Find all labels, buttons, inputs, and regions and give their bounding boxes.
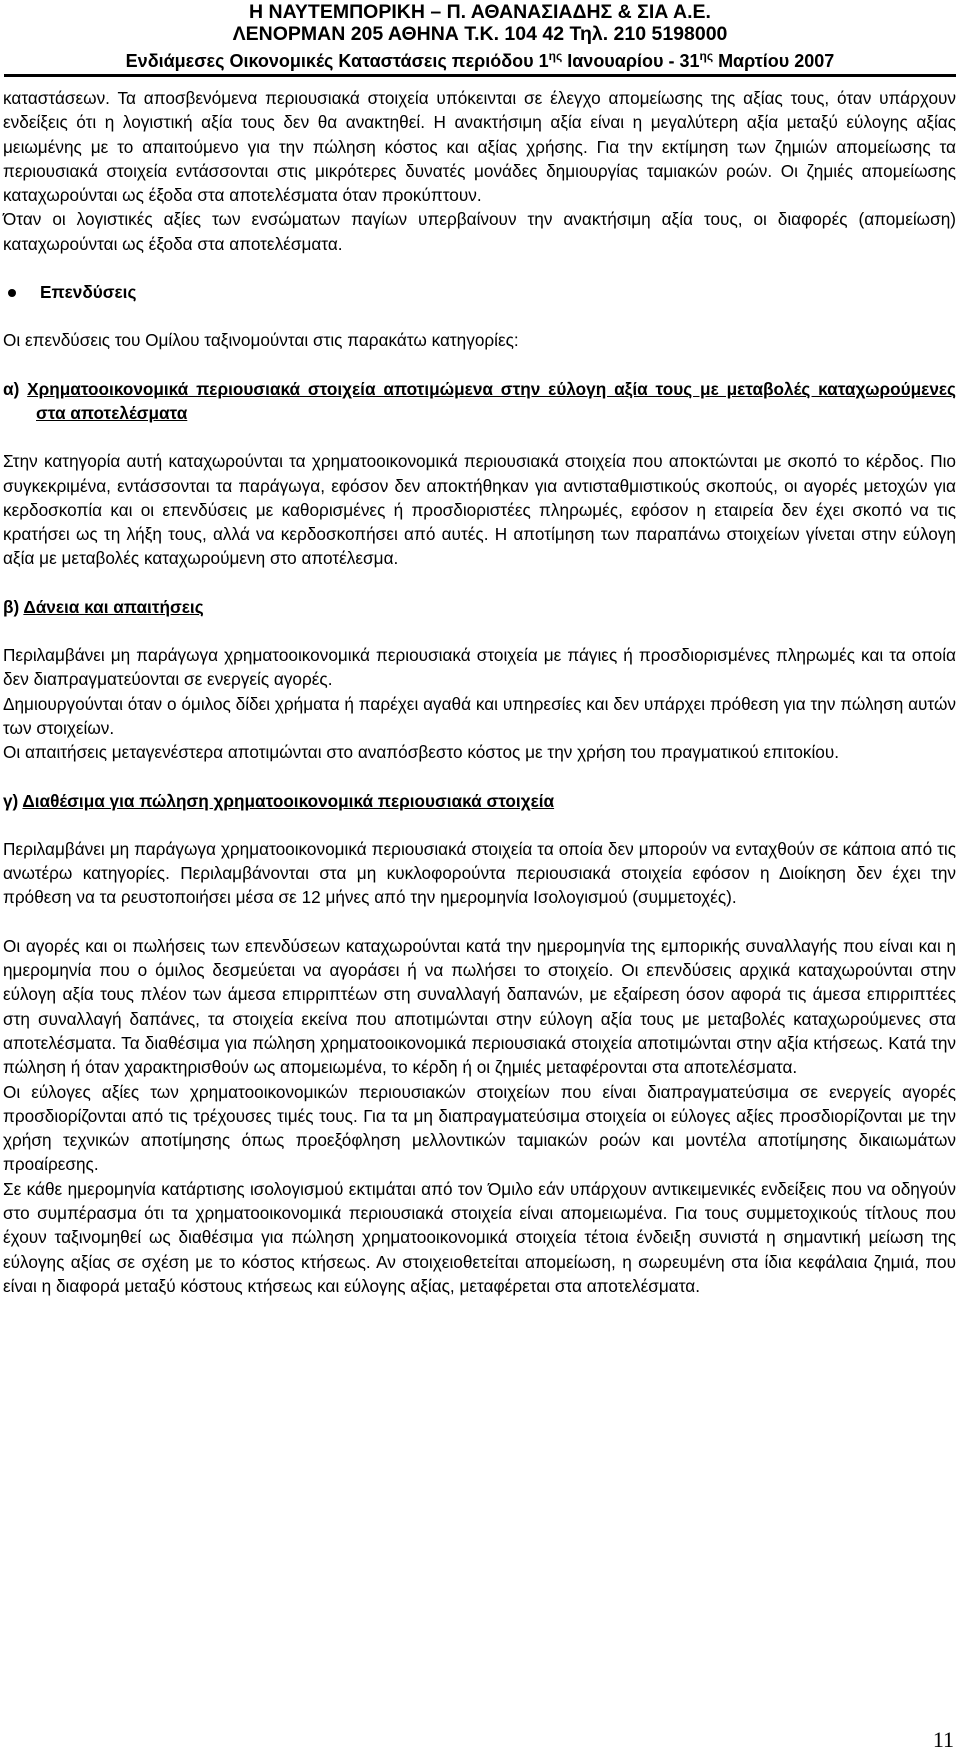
header-period: Ενδιάμεσες Οικονομικές Καταστάσεις περιόδου $1^{\eta\varsigma}$ Ιανουαρίου - $31^{\eta\varsigma}$ Μαρτίου 2007: [125, 49, 835, 71]
section-heading-investments: Επενδύσεις: [3, 280, 956, 304]
subsection-b-paragraph-2: Δημιουργούνται όταν ο όμιλος δίδει χρήματα ή παρέχει αγαθά και υπηρεσίες και δεν υπάρχει πρόθεση για την πώληση αυτών των στοιχείων.: [3, 693, 956, 738]
header-divider: [4, 74, 956, 77]
subsection-c-title: γ) Διαθέσιμα για πώληση χρηματοοικονομικά περιουσιακά στοιχεία: [3, 790, 555, 811]
subsection-c-paragraph-1: Περιλαμβάνει μη παράγωγα χρηματοοικονομικά περιουσιακά στοιχεία τα οποία δεν μπορούν να ενταχθούν σε κάποια από τις ανωτέρω κατηγορίες. Περιλαμβάνονται στα μη κυκλοφορούντα περιουσιακά στοιχεία εφόσον η Διοίκηση δεν έχει την πρόθεση να τα ρευστοποιήσει μέσα σε 12 μήνες από την ημερομηνία Ισολογισμού (συμμετοχές).: [3, 838, 956, 908]
subsection-c-paragraph-3: Οι εύλογες αξίες των χρηματοοικονομικών περιουσιακών στοιχείων που είναι διαπραγματεύσιμα σε ενεργείς αγορές προσδιορίζονται από τις τρέχουσες τιμές τους. Για τα μη διαπραγματεύσιμα στοιχεία οι εύλογες αξίες προσδιορίζονται με την χρήση τεχνικών αποτίμησης όπως προεξόφληση μελλοντικών ταμιακών ροών και μοντέλα αποτίμησης δικαιωμάτων προαίρεσης.: [3, 1081, 956, 1175]
subsection-c-paragraph-4: Σε κάθε ημερομηνία κατάρτισης ισολογισμού εκτιμάται από τον Όμιλο εάν υπάρχουν αντικειμενικές ενδείξεις που να οδηγούν στο συμπέρασμα ότι τα χρηματοοικονομικά περιουσιακά στοιχεία είναι απομειωμένα. Για τους συμμετοχικούς τίτλους που έχουν ταξινομηθεί ως διαθέσιμα για πώληση χρηματοοικονομικά στοιχεία τέτοια ένδειξη συνιστά η σημαντική μείωση της εύλογης αξίας σε σχέση με το κόστος κτήσεως. Αν στοιχειοθετείται απομείωση, η σωρευμένη στα ίδια κεφάλαια ζημιά, που είναι η διαφορά μεταξύ κόστους κτήσεως και εύλογης αξίας, μεταφέρεται στα αποτελέσματα.: [3, 1178, 956, 1296]
subsection-c-paragraph-2: Οι αγορές και οι πωλήσεις των επενδύσεων καταχωρούνται κατά την ημερομηνία της εμπορικής συναλλαγής που είναι και η ημερομηνία που ο όμιλος δεσμεύεται να αγοράσει ή να πωλήσει το στοιχείο. Οι επενδύσεις αρχικά καταχωρούνται στην εύλογη αξία τους πλέον των άμεσα επιρριπτέων στη συναλλαγή δαπανών, με εξαίρεση όσον αφορά τις άμεσα επιρριπτέες στη συναλλαγή δαπάνες, τα στοιχεία εκείνα που αποτιμώνται στην εύλογη αξία τους με μεταβολές καταχωρούμενες στα αποτελέσματα. Τα διαθέσιμα για πώληση χρηματοοικονομικά περιουσιακά στοιχεία αποτιμώνται στην αξία κτήσεως. Κατά την πώληση ή όταν χαρακτηρισθούν ως απομειωμένα, το κέρδη ή οι ζημιές μεταφέρονται στα αποτελέσματα.: [3, 935, 956, 1078]
header-company: Η ΝΑΥΤΕΜΠΟΡΙΚΗ – Π. ΑΘΑΝΑΣΙΑΔΗΣ & ΣΙΑ Α.Ε.: [249, 1, 711, 23]
intro-paragraph-2: Όταν οι λογιστικές αξίες των ενσώματων παγίων υπερβαίνουν την ανακτήσιμη αξία τους, οι διαφορές (απομείωση) καταχωρούνται ως έξοδα στα αποτελέσματα.: [3, 209, 956, 254]
subsection-b-paragraph-1: Περιλαμβάνει μη παράγωγα χρηματοοικονομικά περιουσιακά στοιχεία με πάγιες ή προσδιορισμένες πληρωμές και τα οποία δεν διαπραγματεύονται σε ενεργείς αγορές.: [3, 645, 956, 690]
header-address: ΛΕΝΟΡΜΑΝ 205 ΑΘΗΝΑ Τ.Κ. 104 42 Τηλ. 210 5198000: [232, 23, 728, 45]
page-number: 11: [932, 1727, 954, 1752]
subsection-b-title: β) Δάνεια και απαιτήσεις: [3, 596, 204, 617]
intro-paragraph-1: καταστάσεων. Τα αποσβενόμενα περιουσιακά στοιχεία υπόκεινται σε έλεγχο απομείωσης της αξίας τους, όταν υπάρχουν ενδείξεις ότι η λογιστική αξία τους δεν θα ανακτηθεί. Η ανακτήσιμη αξία είναι η μεγαλύτερη αξία μεταξύ εύλογης αξίας μειωμένης με το απαιτούμενο για την πώληση κόστος και αξίας χρήσης. Για την εκτίμηση των ζημιών απομείωσης τα περιουσιακά στοιχεία εντάσσονται στις μικρότερες δυνατές μονάδες δημιουργίας ταμιακών ροών. Οι ζημιές απομείωσης καταχωρούνται ως έξοδα στα αποτελέσματα όταν προκύπτουν.: [3, 88, 956, 206]
subsection-a-title: α) Χρηματοοικονομικά περιουσιακά στοιχεία αποτιμώμενα στην εύλογη αξία τους με μεταβολές καταχωρούμενες στα αποτελέσματα: [3, 378, 956, 423]
investments-intro: Οι επενδύσεις του Ομίλου ταξινομούνται στις παρακάτω κατηγορίες:: [3, 330, 519, 351]
subsection-b-paragraph-3: Οι απαιτήσεις μεταγενέστερα αποτιμώνται στο αναπόσβεστο κόστος με την χρήση του πραγματικού επιτοκίου.: [3, 742, 840, 763]
page-content: [3, 86, 956, 1298]
document-header: [0, 0, 960, 72]
subsection-a-text: Στην κατηγορία αυτή καταχωρούνται τα χρηματοοικονομικά περιουσιακά στοιχεία που αποκτώνται με σκοπό το κέρδος. Πιο συγκεκριμένα, εντάσσονται τα παράγωγα, εφόσον δεν αποκτήθηκαν για αντισταθμιστικούς σκοπούς, οι αγορές μετοχών για κερδοσκοπία και οι επενδύσεις με καθορισμένες ή προσδιοριστέες πληρωμές, εφόσον η εταιρεία δεν έχει σκοπό να τις κρατήσει ως τη λήξη τους, αλλά να κερδοσκοπήσει από αυτές. Η αποτίμηση των παραπάνω στοιχείων γίνεται στην εύλογη αξία με μεταβολές καταχωρούμενη στο αποτέλεσμα.: [3, 451, 956, 569]
bullet-icon: [8, 289, 16, 297]
